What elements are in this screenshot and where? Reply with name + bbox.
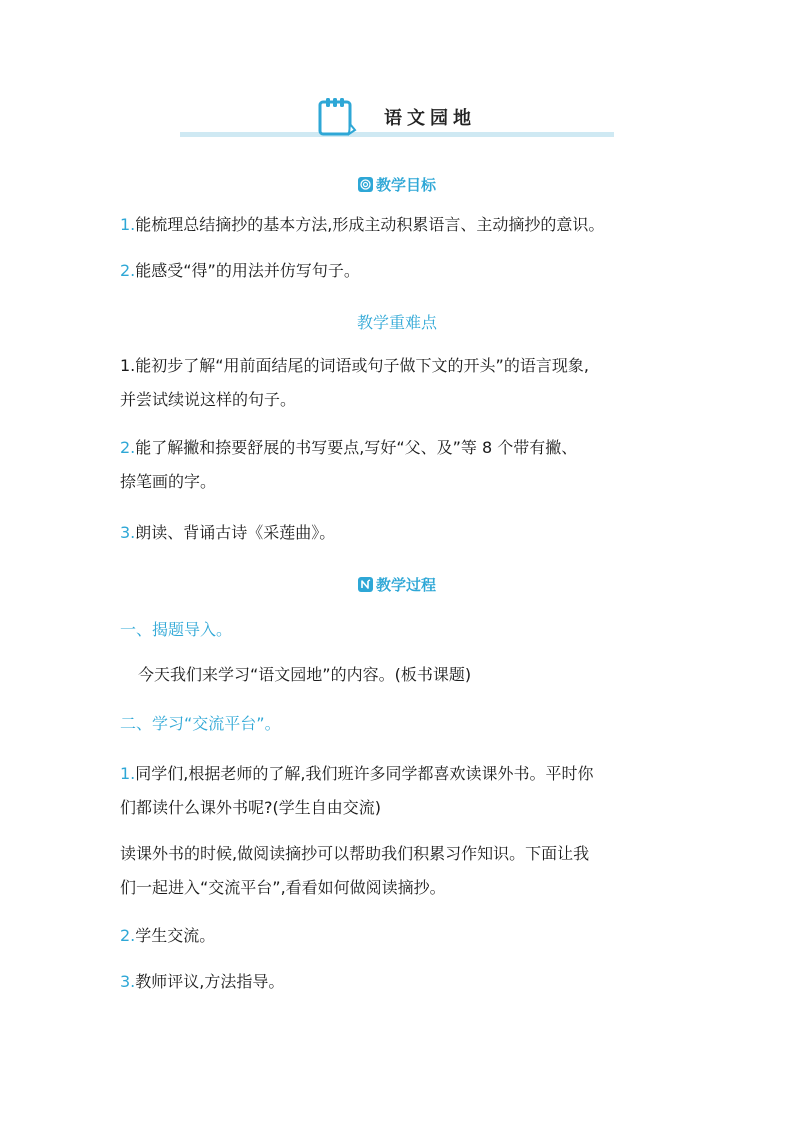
section-heading-process [0,574,794,595]
process-part-2-item-3-number: 3. [120,972,136,991]
goal-item-1 [120,208,680,242]
target-icon [358,177,373,192]
process-part-2-item-2-number: 2. [120,926,136,945]
process-icon [358,577,373,592]
page-title: 语文园地 [384,108,476,129]
process-part-2-paragraph-line-2: 们一起进入“交流平台”,看看如何做阅读摘抄。 [120,878,446,897]
process-part-1-text: 今天我们来学习“语文园地”的内容。(板书课题) [138,665,472,684]
process-part-2-item-1-number: 1. [120,764,136,783]
key-point-item-2-number: 2. [120,438,136,457]
process-part-2-item-1-line-2: 们都读什么课外书呢?(学生自由交流) [120,798,381,817]
section-heading-key-points: 教学重难点 [356,313,437,332]
key-point-item-1-line-1: 1.能初步了解“用前面结尾的词语或句子做下文的开头”的语言现象, [120,356,589,375]
goal-item-2-number: 2. [120,261,136,280]
key-point-item-1-line-2: 并尝试续说这样的句子。 [120,390,297,409]
key-point-item-2-line-1: 能了解撇和捺要舒展的书写要点,写好“父、及”等 8 个带有撇、 [135,438,578,457]
goal-item-2 [120,254,680,288]
process-part-2-item-3-text: 教师评议,方法指导。 [135,972,285,991]
key-point-item-3-number: 3. [120,523,136,542]
process-part-2-paragraph [120,837,680,905]
key-point-item-2-line-2: 捺笔画的字。 [120,472,217,491]
goals-heading-text: 教学目标 [375,176,436,194]
goal-item-2-text: 能感受“得”的用法并仿写句子。 [135,261,360,280]
process-part-2-item-2 [120,919,680,953]
process-part-2-title: 二、学习“交流平台”。 [120,714,281,733]
process-heading-text: 教学过程 [375,576,436,594]
process-part-2-paragraph-line-1: 读课外书的时候,做阅读摘抄可以帮助我们积累习作知识。下面让我 [120,844,590,863]
notebook-icon [315,94,361,140]
header-underline [180,132,614,137]
goal-item-1-text: 能梳理总结摘抄的基本方法,形成主动积累语言、主动摘抄的意识。 [135,215,605,234]
page-header [180,92,614,142]
key-point-item-1 [120,349,680,417]
key-point-item-3-text: 朗读、背诵古诗《采莲曲》。 [135,523,336,542]
section-heading-goals [0,174,794,195]
process-part-2-item-1 [120,757,680,825]
key-point-item-2 [120,431,680,499]
process-part-2-item-3 [120,965,680,999]
process-part-1-title: 一、揭题导入。 [120,620,233,639]
process-part-2-item-1-line-1: 同学们,根据老师的了解,我们班许多同学都喜欢读课外书。平时你 [135,764,594,783]
process-part-2-item-2-text: 学生交流。 [135,926,216,945]
key-point-item-3 [120,516,680,550]
goal-item-1-number: 1. [120,215,136,234]
